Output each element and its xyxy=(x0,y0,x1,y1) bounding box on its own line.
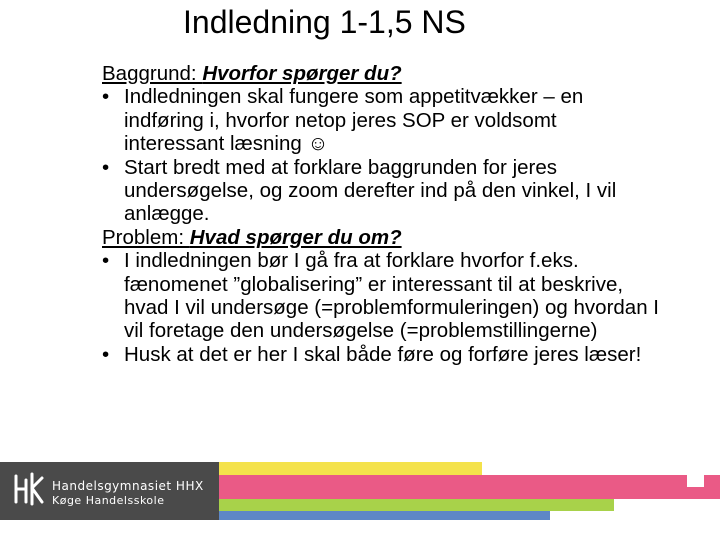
footer-stripe-pink-top xyxy=(219,475,687,487)
bullet-text: Husk at det er her I skal både føre og forføre jeres læser! xyxy=(124,342,642,366)
school-logo xyxy=(0,462,219,520)
bullet-list-problem xyxy=(102,249,662,366)
list-item xyxy=(102,156,662,226)
bullet-text: I indledningen bør I gå fra at forklare hvorfor f.eks. fænomenet ”globalisering” er interessant til at beskrive, hvad I vil undersøge (=problemformuleringen) og hvordan I vil foretage den undersøgelse (=problemstillingerne) xyxy=(124,249,659,343)
section-heading-baggrund xyxy=(102,62,662,85)
footer-stripe-pink-wide xyxy=(219,487,720,499)
bullet-text: Indledningen skal fungere som appetitvækker – en indføring i, hvorfor netop jeres SOP er voldsomt interessant læsning ☺ xyxy=(124,85,584,156)
school-logo-icon xyxy=(10,472,46,508)
bullet-text: Start bredt med at forklare baggrunden for jeres undersøgelse, og zoom derefter ind på den vinkel, I vil anlægge. xyxy=(124,155,617,226)
bullet-icon: • xyxy=(102,85,110,109)
list-item xyxy=(102,343,662,366)
section-question: Hvad spørger du om? xyxy=(189,225,402,249)
section-label: Baggrund: xyxy=(102,62,203,85)
footer-stripe-yellow xyxy=(219,462,482,475)
list-item xyxy=(102,249,662,343)
section-question: Hvorfor spørger du? xyxy=(202,62,402,85)
list-item xyxy=(102,85,662,155)
footer-stripe-pink-right xyxy=(704,475,720,487)
slide-body xyxy=(102,62,662,366)
logo-text-line2: Køge Handelsskole xyxy=(52,494,165,507)
slide-title: Indledning 1-1,5 NS xyxy=(183,4,466,40)
bullet-list-baggrund xyxy=(102,85,662,225)
bullet-icon: • xyxy=(102,342,110,366)
bullet-icon: • xyxy=(102,155,110,179)
footer-stripe-blue xyxy=(219,511,550,520)
footer-stripe-green xyxy=(219,499,614,511)
section-heading-problem xyxy=(102,226,662,249)
logo-text-line1: Handelsgymnasiet HHX xyxy=(52,479,204,493)
bullet-icon: • xyxy=(102,249,110,273)
section-label: Problem: xyxy=(102,225,190,249)
